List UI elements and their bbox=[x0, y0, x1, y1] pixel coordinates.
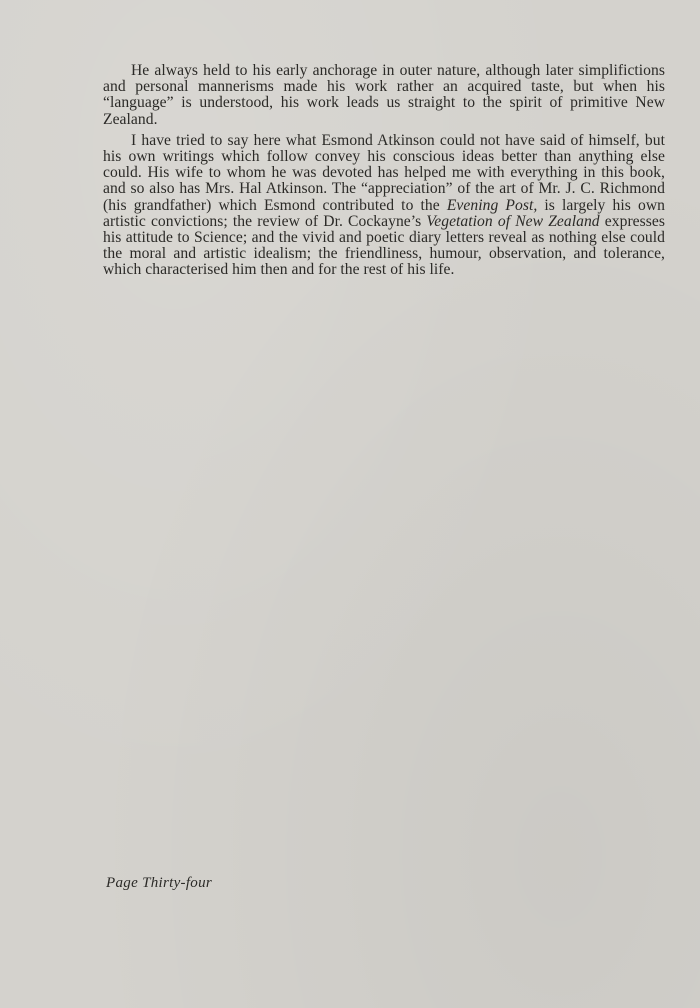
paragraph-1-text: He always held to his early anchorage in outer nature, although later simplifictions and personal mannerisms made his work rather an acquired taste, but when his “language” is understood, his work leads us straight to the spirit of primitive New Zealand. bbox=[103, 62, 665, 128]
paragraph-2-text: I have tried to say here what Esmond Atkinson could not have said of himself, but his own writings which follow convey his conscious ideas better than anything else could. His wife to whom he was devoted has helped me with everything in this book, and so also has Mrs. Hal Atkinson. The “appreciation” of the art of Mr. J. C. Richmond (his grandfather) which Esmond contributed to the bbox=[103, 131, 665, 214]
paragraph-2-text: expresses his attitude to Science; and the vivid and poetic diary letters reveal as nothing else could the moral and artistic idealism; the friendliness, humour, observation, and tolerance, which characterised him then and for the rest of his life. bbox=[103, 212, 665, 279]
publication-title-evening-post: Evening Post, bbox=[446, 196, 538, 214]
paragraph-2 bbox=[103, 133, 665, 279]
paragraph-1 bbox=[103, 63, 665, 128]
book-title-vegetation-of-new-zealand: Vegetation of New Zealand bbox=[426, 212, 600, 230]
page-number: Page Thirty-four bbox=[106, 875, 213, 891]
body-text bbox=[103, 63, 665, 284]
paragraph-2-text: is largely his own artistic convictions; the review of Dr. Cockayne’s bbox=[103, 196, 665, 230]
